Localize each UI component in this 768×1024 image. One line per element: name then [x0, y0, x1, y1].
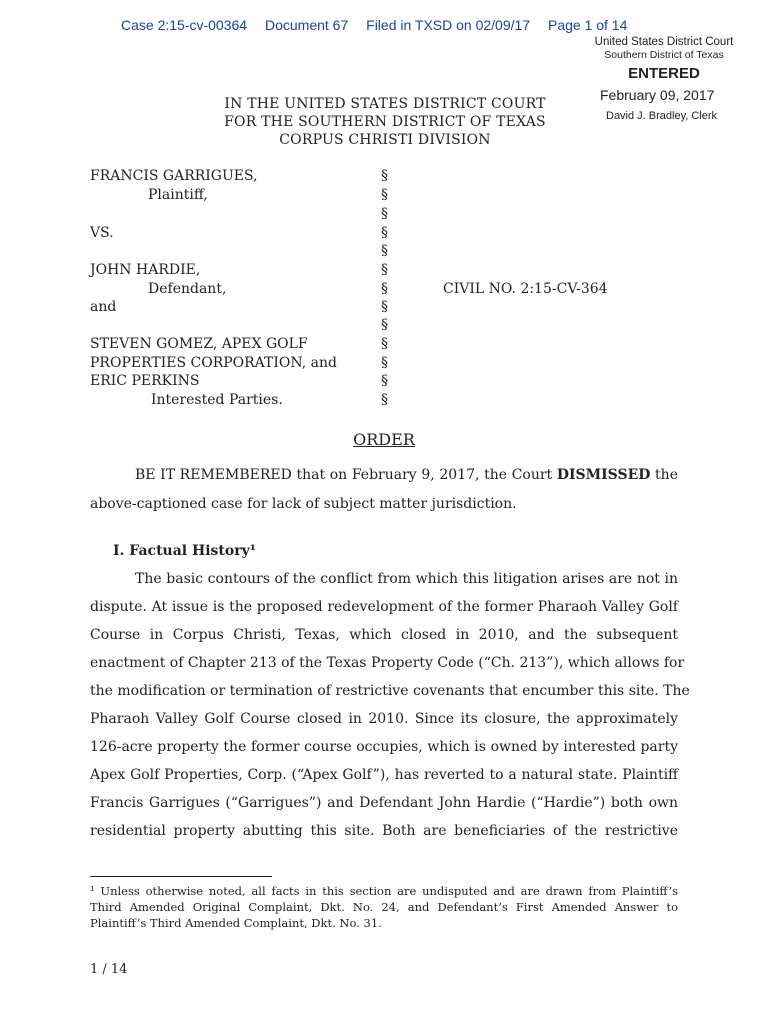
section-mark: § — [381, 373, 388, 389]
body-line: Francis Garrigues (“Garrigues”) and Defendant John Hardie (“Hardie”) both own — [90, 795, 678, 811]
section-mark: § — [381, 225, 388, 241]
filed-date: Filed in TXSD on 02/09/17 — [366, 17, 531, 33]
body-line: enactment of Chapter 213 of the Texas Property Code (“Ch. 213”), which allows for — [90, 655, 685, 671]
body-line: Pharaoh Valley Golf Course closed in 2010. Since its closure, the approximately — [90, 711, 678, 727]
section-mark: § — [381, 336, 388, 352]
intro-text: the — [650, 467, 678, 483]
section-mark: § — [381, 281, 388, 297]
court-title-line: FOR THE SOUTHERN DISTRICT OF TEXAS — [224, 114, 546, 130]
document-number: Document 67 — [264, 17, 349, 33]
section-mark: § — [381, 299, 388, 315]
interested-party-line: ERIC PERKINS — [90, 373, 200, 389]
footnote-line: Plaintiff’s Third Amended Complaint, Dkt. No. 31. — [90, 916, 382, 930]
plaintiff-role: Plaintiff, — [148, 187, 208, 203]
order-title: ORDER — [353, 430, 415, 449]
section-mark: § — [381, 392, 388, 408]
body-line: The basic contours of the conflict from which this litigation arises are not in — [135, 571, 678, 587]
defendant-role: Defendant, — [148, 281, 227, 297]
footnote-line: Third Amended Original Complaint, Dkt. No. 24, and Defendant’s First Amended Answer to — [90, 900, 678, 914]
interested-party-line: STEVEN GOMEZ, APEX GOLF — [90, 336, 308, 352]
intro-text: BE IT REMEMBERED that on February 9, 2017, the Court — [135, 467, 557, 483]
interested-party-line: PROPERTIES CORPORATION, and — [90, 355, 337, 371]
footnote-divider — [90, 876, 272, 877]
body-line: 126-acre property the former course occupies, which is owned by interested party — [90, 739, 678, 755]
plaintiff-name: FRANCIS GARRIGUES, — [90, 168, 258, 184]
section-mark: § — [381, 355, 388, 371]
stamp-date: February 09, 2017 — [600, 87, 715, 103]
page-number: 1 / 14 — [90, 962, 128, 977]
stamp-entered: ENTERED — [628, 65, 700, 82]
body-line: the modification or termination of restrictive covenants that encumber this site. The — [90, 683, 690, 699]
footnote-line: ¹ Unless otherwise noted, all facts in this section are undisputed and are drawn from Plaintiff’s — [90, 884, 678, 898]
stamp-clerk: David J. Bradley, Clerk — [606, 110, 718, 122]
section-mark: § — [381, 317, 388, 333]
court-title-line: IN THE UNITED STATES DISTRICT COURT — [224, 96, 546, 112]
case-header — [121, 17, 641, 33]
header-page: Page 1 of 14 — [547, 17, 628, 33]
court-title-line: CORPUS CHRISTI DIVISION — [279, 132, 491, 148]
intro-line: above-captioned case for lack of subject matter jurisdiction. — [90, 496, 517, 512]
interested-role: Interested Parties. — [151, 392, 283, 408]
intro-line — [135, 467, 678, 483]
stamp-court: United States District Court — [594, 36, 734, 48]
section-mark: § — [381, 187, 388, 203]
defendant-name: JOHN HARDIE, — [90, 262, 201, 278]
civil-number: CIVIL NO. 2:15-CV-364 — [443, 281, 608, 297]
body-line: residential property abutting this site. Both are beneficiaries of the restrictive — [90, 823, 678, 839]
body-line: Apex Golf Properties, Corp. (“Apex Golf”), has reverted to a natural state. Plaintiff — [90, 767, 678, 783]
stamp-district: Southern District of Texas — [604, 49, 724, 61]
body-line: dispute. At issue is the proposed redevelopment of the former Pharaoh Valley Golf — [90, 599, 678, 615]
section-mark: § — [381, 168, 388, 184]
section-mark: § — [381, 206, 388, 222]
case-number: Case 2:15-cv-00364 — [121, 17, 248, 33]
section-mark: § — [381, 243, 388, 259]
section-mark: § — [381, 262, 388, 278]
dismissed-emphasis: DISMISSED — [556, 467, 651, 483]
and-label: and — [90, 299, 117, 315]
versus: VS. — [90, 225, 114, 241]
section-heading: I. Factual History¹ — [113, 543, 256, 559]
body-line: Course in Corpus Christi, Texas, which closed in 2010, and the subsequent — [90, 627, 678, 643]
